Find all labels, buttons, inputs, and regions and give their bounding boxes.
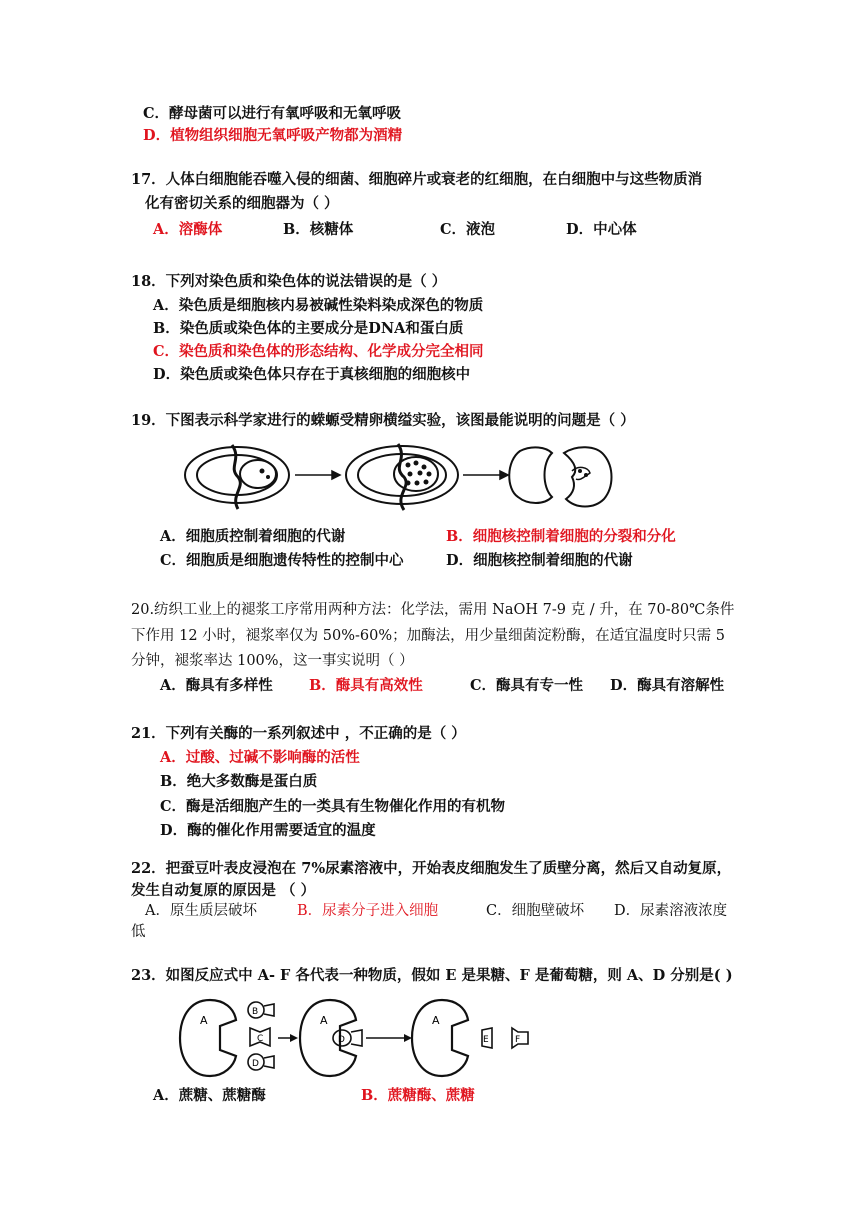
q20-stem-line2: 下作用 12 小时，褪浆率仅为 50%-60%；加酶法，用少量细菌淀粉酶，在适宜温度时只需 5 bbox=[131, 628, 725, 644]
q21-option-c: C．酶是活细胞产生的一类具有生物催化作用的有机物 bbox=[160, 798, 506, 815]
q19-option-d: D．细胞核控制着细胞的代谢 bbox=[446, 552, 633, 569]
q17-stem-line1: 17．人体白细胞能吞噬入侵的细菌、细胞碎片或衰老的红细胞，在白细胞中与这些物质消 bbox=[131, 171, 703, 188]
q20-stem-line1: 20.纺织工业上的褪浆工序常用两种方法：化学法，需用 NaOH 7-9 克 / 升，在 70-80℃条件 bbox=[131, 602, 735, 618]
q18-option-a: A．染色质是细胞核内易被碱性染料染成深色的物质 bbox=[153, 297, 484, 314]
newt-egg-ligation-figure bbox=[180, 441, 620, 513]
product-f-label: F bbox=[515, 1035, 521, 1045]
enzyme-a-3-label: A bbox=[432, 1014, 440, 1027]
q22-option-b: B．尿素分子进入细胞 bbox=[297, 903, 439, 919]
q22-stem-line2: 发生自动复原的原因是 （ ） bbox=[131, 882, 316, 899]
q22-option-c: C．细胞壁破坏 bbox=[486, 903, 585, 919]
egg-stage-1 bbox=[185, 445, 289, 509]
q20-option-c: C．酶具有专一性 bbox=[470, 677, 584, 694]
q20-stem-line3: 分钟，褪浆率达 100%，这一事实说明（ ） bbox=[131, 653, 414, 669]
bound-substrate-label: D bbox=[338, 1035, 345, 1045]
q17-option-c: C．液泡 bbox=[440, 221, 496, 238]
q19-option-a: A．细胞质控制着细胞的代谢 bbox=[160, 528, 346, 545]
q19-stem: 19．下图表示科学家进行的蝾螈受精卵横缢实验，该图最能说明的问题是（ ） bbox=[131, 412, 635, 429]
q20-option-a: A．酶具有多样性 bbox=[160, 677, 273, 694]
q20-option-b: B．酶具有高效性 bbox=[309, 677, 423, 694]
q18-option-c: C．染色质和染色体的形态结构、化学成分完全相同 bbox=[153, 343, 484, 360]
molecule-d-label: D bbox=[252, 1059, 259, 1069]
egg-half-anucleate bbox=[509, 447, 552, 503]
egg-stage-2 bbox=[346, 444, 458, 510]
enzyme-a-3 bbox=[412, 1000, 468, 1076]
q22-option-a: A．原生质层破坏 bbox=[145, 903, 257, 919]
enzyme-reaction-figure bbox=[178, 996, 538, 1080]
arrow-2 bbox=[463, 471, 508, 479]
q23-option-b: B．蔗糖酶、蔗糖 bbox=[361, 1087, 475, 1104]
enzyme-a-2-label: A bbox=[320, 1014, 328, 1027]
arrow-1 bbox=[295, 471, 340, 479]
q18-option-b: B．染色质或染色体的主要成分是DNA和蛋白质 bbox=[153, 320, 464, 337]
q22-option-d: D．尿素溶液浓度 bbox=[614, 903, 728, 919]
q18-stem: 18．下列对染色质和染色体的说法错误的是（ ） bbox=[131, 273, 447, 290]
q23-option-a: A．蔗糖、蔗糖酶 bbox=[153, 1087, 266, 1104]
q21-option-a: A．过酸、过碱不影响酶的活性 bbox=[160, 749, 360, 766]
q19-option-b: B．细胞核控制着细胞的分裂和分化 bbox=[446, 528, 676, 545]
enzyme-a-1 bbox=[180, 1000, 236, 1076]
q16-option-d: D．植物组织细胞无氧呼吸产物都为酒精 bbox=[143, 127, 403, 144]
q17-option-a: A．溶酶体 bbox=[153, 221, 223, 238]
q17-option-b: B．核糖体 bbox=[283, 221, 354, 238]
q23-stem: 23．如图反应式中 A- F 各代表一种物质，假如 E 是果糖、F 是葡萄糖，则 A、D 分别是( ) bbox=[131, 967, 733, 984]
q17-option-d: D．中心体 bbox=[566, 221, 637, 238]
enzyme-a-1-label: A bbox=[200, 1014, 208, 1027]
product-e-label: E bbox=[483, 1035, 489, 1045]
q19-option-c: C．细胞质是细胞遗传特性的控制中心 bbox=[160, 552, 404, 569]
q22-option-d-wrap: 低 bbox=[131, 924, 146, 940]
q17-stem-line2: 化有密切关系的细胞器为（ ） bbox=[145, 195, 339, 212]
q16-option-c: C．酵母菌可以进行有氧呼吸和无氧呼吸 bbox=[143, 105, 402, 122]
molecule-c-label: C bbox=[257, 1034, 264, 1044]
q21-stem: 21．下列有关酶的一系列叙述中 ，不正确的是（ ） bbox=[131, 725, 466, 742]
enzyme-a-2 bbox=[300, 1000, 356, 1076]
q21-option-b: B．绝大多数酶是蛋白质 bbox=[160, 773, 318, 790]
q18-option-d: D．染色质或染色体只存在于真核细胞的细胞核中 bbox=[153, 366, 471, 383]
q20-option-d: D．酶具有溶解性 bbox=[610, 677, 725, 694]
egg-half-nucleate bbox=[564, 447, 612, 506]
q21-option-d: D．酶的催化作用需要适宜的温度 bbox=[160, 822, 376, 839]
dividing-nuclei bbox=[406, 461, 432, 486]
molecule-b-label: B bbox=[252, 1007, 259, 1017]
q22-stem-line1: 22．把蚕豆叶表皮浸泡在 7%尿素溶液中，开始表皮细胞发生了质壁分离，然后又自动复原， bbox=[131, 860, 732, 877]
